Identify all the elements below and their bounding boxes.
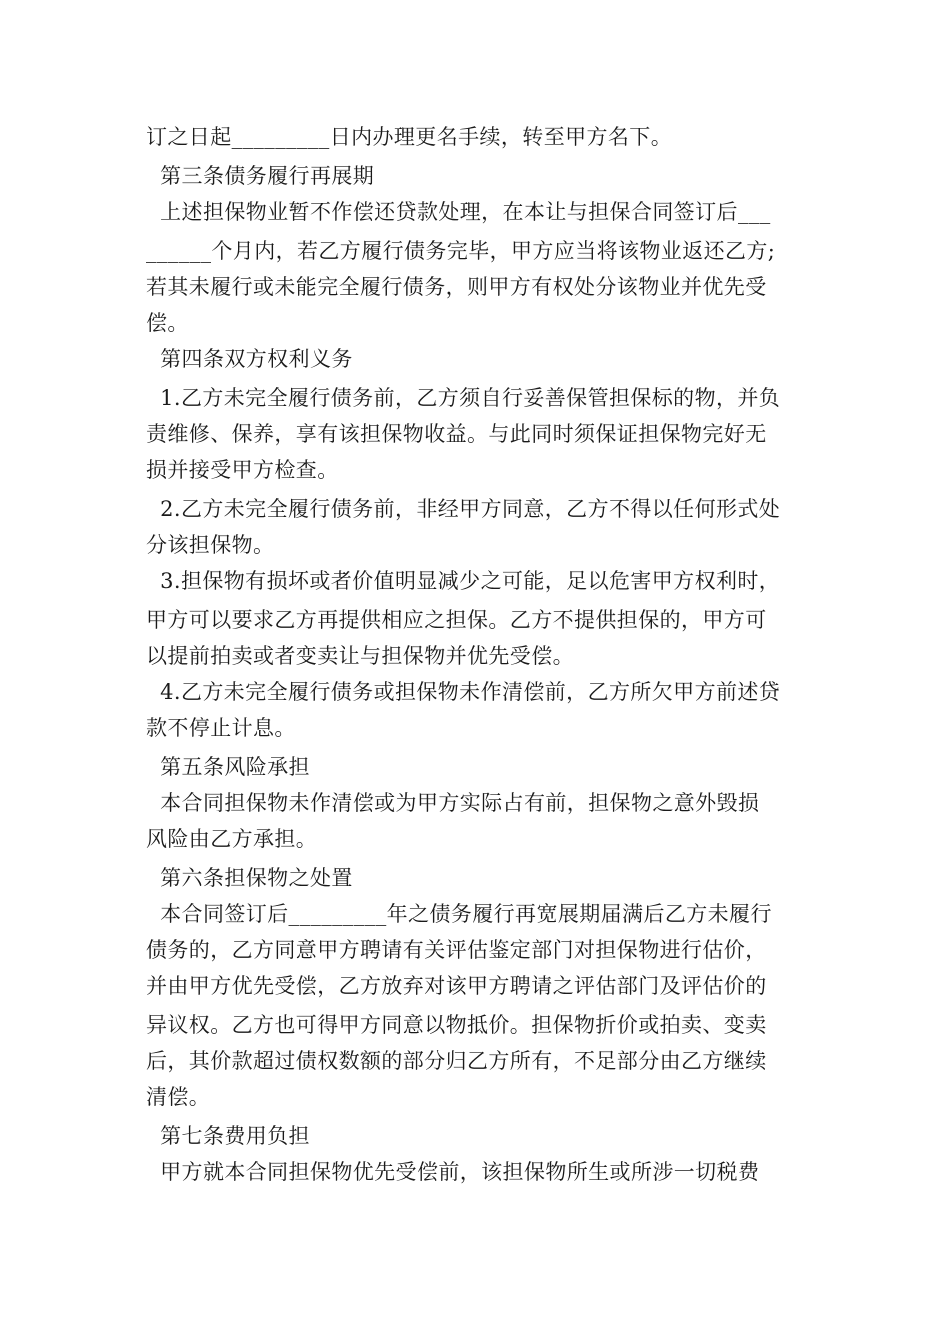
text-line: 债务的，乙方同意甲方聘请有关评估鉴定部门对担保物进行估价，: [146, 938, 767, 962]
text-line: 并由甲方优先受偿，乙方放弃对该甲方聘请之评估部门及评估价的: [146, 974, 767, 998]
section-heading: 第六条担保物之处置: [146, 866, 353, 890]
text-line: 1.乙方未完全履行债务前，乙方须自行妥善保管担保标的物，并负: [146, 386, 781, 410]
text-line: 甲方就本合同担保物优先受偿前，该担保物所生或所涉一切税费: [146, 1160, 760, 1184]
text-line: 4.乙方未完全履行债务或担保物未作清偿前，乙方所欠甲方前述贷: [146, 680, 781, 704]
text-line: 本合同签订后_________年之债务履行再宽展期届满后乙方未履行: [146, 902, 772, 926]
text-line: 甲方可以要求乙方再提供相应之担保。乙方不提供担保的，甲方可: [146, 608, 767, 632]
text-line: 以提前拍卖或者变卖让与担保物并优先受偿。: [146, 644, 574, 668]
text-line: 损并接受甲方检查。: [146, 458, 339, 482]
text-line: 订之日起_________日内办理更名手续，转至甲方名下。: [146, 125, 673, 149]
text-line: ______个月内，若乙方履行债务完毕，甲方应当将该物业返还乙方;: [146, 239, 776, 263]
text-line: 责维修、保养，享有该担保物收益。与此同时须保证担保物完好无: [146, 422, 767, 446]
text-line: 异议权。乙方也可得甲方同意以物抵价。担保物折价或拍卖、变卖: [146, 1013, 767, 1037]
text-line: 款不停止计息。: [146, 716, 296, 740]
text-line: 偿。: [146, 311, 189, 335]
text-line: 风险由乙方承担。: [146, 827, 318, 851]
text-line: 2.乙方未完全履行债务前，非经甲方同意，乙方不得以任何形式处: [146, 497, 781, 521]
text-line: 清偿。: [146, 1085, 211, 1109]
text-line: 若其未履行或未能完全履行债务，则甲方有权处分该物业并优先受: [146, 275, 767, 299]
text-line: 上述担保物业暂不作偿还贷款处理，在本让与担保合同签订后___: [146, 200, 771, 224]
section-heading: 第三条债务履行再展期: [146, 164, 375, 188]
text-line: 分该担保物。: [146, 533, 275, 557]
text-line: 3.担保物有损坏或者价值明显减少之可能，足以危害甲方权利时，: [146, 569, 781, 593]
text-line: 后，其价款超过债权数额的部分归乙方所有，不足部分由乙方继续: [146, 1049, 767, 1073]
section-heading: 第四条双方权利义务: [146, 347, 353, 371]
section-heading: 第五条风险承担: [146, 755, 310, 779]
section-heading: 第七条费用负担: [146, 1124, 310, 1148]
text-line: 本合同担保物未作清偿或为甲方实际占有前，担保物之意外毁损: [146, 791, 760, 815]
